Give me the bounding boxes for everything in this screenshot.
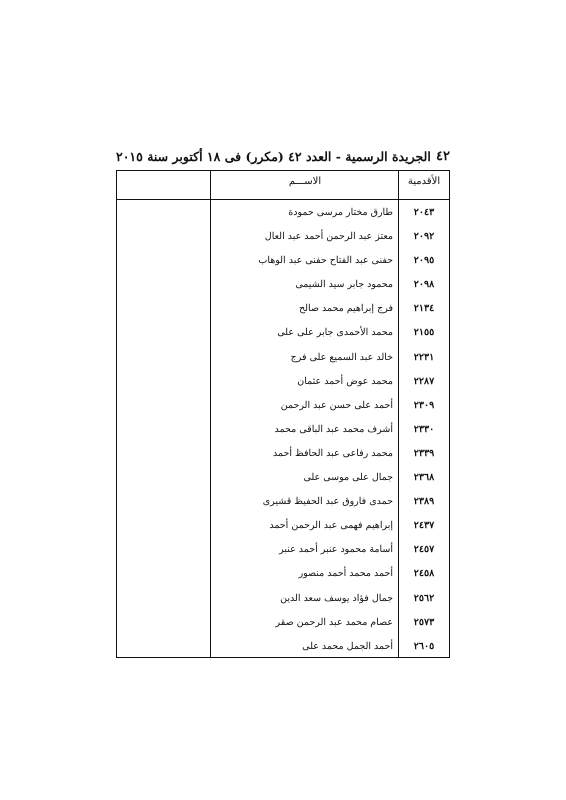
table-row bbox=[117, 515, 449, 539]
seniority-cell: ٢٤٣٧ bbox=[413, 520, 435, 532]
page-number: ٤٢ bbox=[436, 148, 450, 164]
table-body bbox=[117, 202, 449, 660]
name-cell: أحمد الجمل محمد على bbox=[302, 640, 393, 652]
seniority-table bbox=[116, 170, 450, 658]
name-cell: عصام محمد عبد الرحمن صقر bbox=[275, 616, 393, 628]
table-row bbox=[117, 636, 449, 660]
seniority-cell: ٢٣٣٠ bbox=[413, 423, 435, 435]
table-row bbox=[117, 274, 449, 298]
table-row bbox=[117, 467, 449, 491]
seniority-cell: ٢٠٩٨ bbox=[413, 279, 435, 291]
seniority-cell: ٢٤٥٧ bbox=[413, 544, 435, 556]
table-row bbox=[117, 443, 449, 467]
seniority-cell: ٢٤٥٨ bbox=[413, 568, 435, 580]
name-cell: أحمد محمد أحمد منصور bbox=[298, 568, 393, 580]
name-cell: جمال على موسى على bbox=[303, 472, 393, 484]
column-header-seniority: الأقدمية bbox=[407, 176, 441, 187]
gazette-title: الجريدة الرسمية - العدد ٤٢ (مكرر) فى ١٨ أكتوبر سنة ٢٠١٥ bbox=[116, 148, 431, 164]
name-cell: خالد عبد السميع على فرج bbox=[290, 351, 393, 363]
seniority-cell: ٢٦٠٥ bbox=[413, 640, 435, 652]
name-cell: محمد رفاعى عبد الحافظ أحمد bbox=[272, 447, 393, 459]
seniority-cell: ٢٣٠٩ bbox=[413, 399, 435, 411]
column-header-name: الاســـم bbox=[288, 176, 322, 187]
seniority-cell: ٢١٣٤ bbox=[413, 303, 435, 315]
name-cell: أسامة محمود عنبر أحمد عنبر bbox=[279, 544, 393, 556]
seniority-cell: ٢٣٦٨ bbox=[413, 472, 435, 484]
name-cell: محمد عوض أحمد عثمان bbox=[297, 375, 393, 387]
table-row bbox=[117, 539, 449, 563]
seniority-cell: ٢٣٣٩ bbox=[413, 447, 435, 459]
table-row bbox=[117, 588, 449, 612]
table-row bbox=[117, 202, 449, 226]
table-row bbox=[117, 250, 449, 274]
seniority-cell: ٢٣٨٩ bbox=[413, 496, 435, 508]
table-row bbox=[117, 491, 449, 515]
seniority-cell: ٢٢٣١ bbox=[413, 351, 435, 363]
seniority-cell: ٢٠٩٥ bbox=[413, 255, 435, 267]
table-row bbox=[117, 612, 449, 636]
name-cell: إبراهيم فهمى عبد الرحمن أحمد bbox=[269, 520, 393, 532]
seniority-cell: ٢٠٩٢ bbox=[413, 231, 435, 243]
table-row bbox=[117, 322, 449, 346]
table-row bbox=[117, 419, 449, 443]
name-cell: أحمد على حسن عبد الرحمن bbox=[280, 399, 393, 411]
name-cell: حفنى عبد الفتاح حفنى عبد الوهاب bbox=[258, 255, 393, 267]
seniority-cell: ٢٠٤٣ bbox=[413, 207, 435, 218]
header-divider bbox=[117, 199, 449, 200]
seniority-cell: ٢٥٦٢ bbox=[413, 592, 435, 604]
table-row bbox=[117, 226, 449, 250]
name-cell: جمال فؤاد يوسف سعد الدين bbox=[280, 592, 393, 604]
page-header bbox=[116, 146, 450, 166]
name-cell: محمد الأحمدى جابر على على bbox=[277, 327, 393, 339]
table-row bbox=[117, 563, 449, 587]
seniority-cell: ٢٥٧٣ bbox=[413, 616, 435, 628]
name-cell: معتز عبد الرحمن أحمد عبد العال bbox=[264, 231, 393, 243]
name-cell: أشرف محمد عبد الباقى محمد bbox=[274, 423, 393, 435]
name-cell: طارق مختار مرسى حمودة bbox=[288, 207, 393, 218]
table-row bbox=[117, 395, 449, 419]
name-cell: فرج إبراهيم محمد صالح bbox=[298, 303, 393, 315]
table-row bbox=[117, 371, 449, 395]
table-row bbox=[117, 347, 449, 371]
name-cell: محمود جابر سيد الشيمى bbox=[295, 279, 393, 291]
name-cell: حمدى فاروق عبد الحفيظ قشيرى bbox=[262, 496, 393, 508]
seniority-cell: ٢١٥٥ bbox=[413, 327, 435, 339]
table-row bbox=[117, 298, 449, 322]
seniority-cell: ٢٢٨٧ bbox=[413, 375, 435, 387]
